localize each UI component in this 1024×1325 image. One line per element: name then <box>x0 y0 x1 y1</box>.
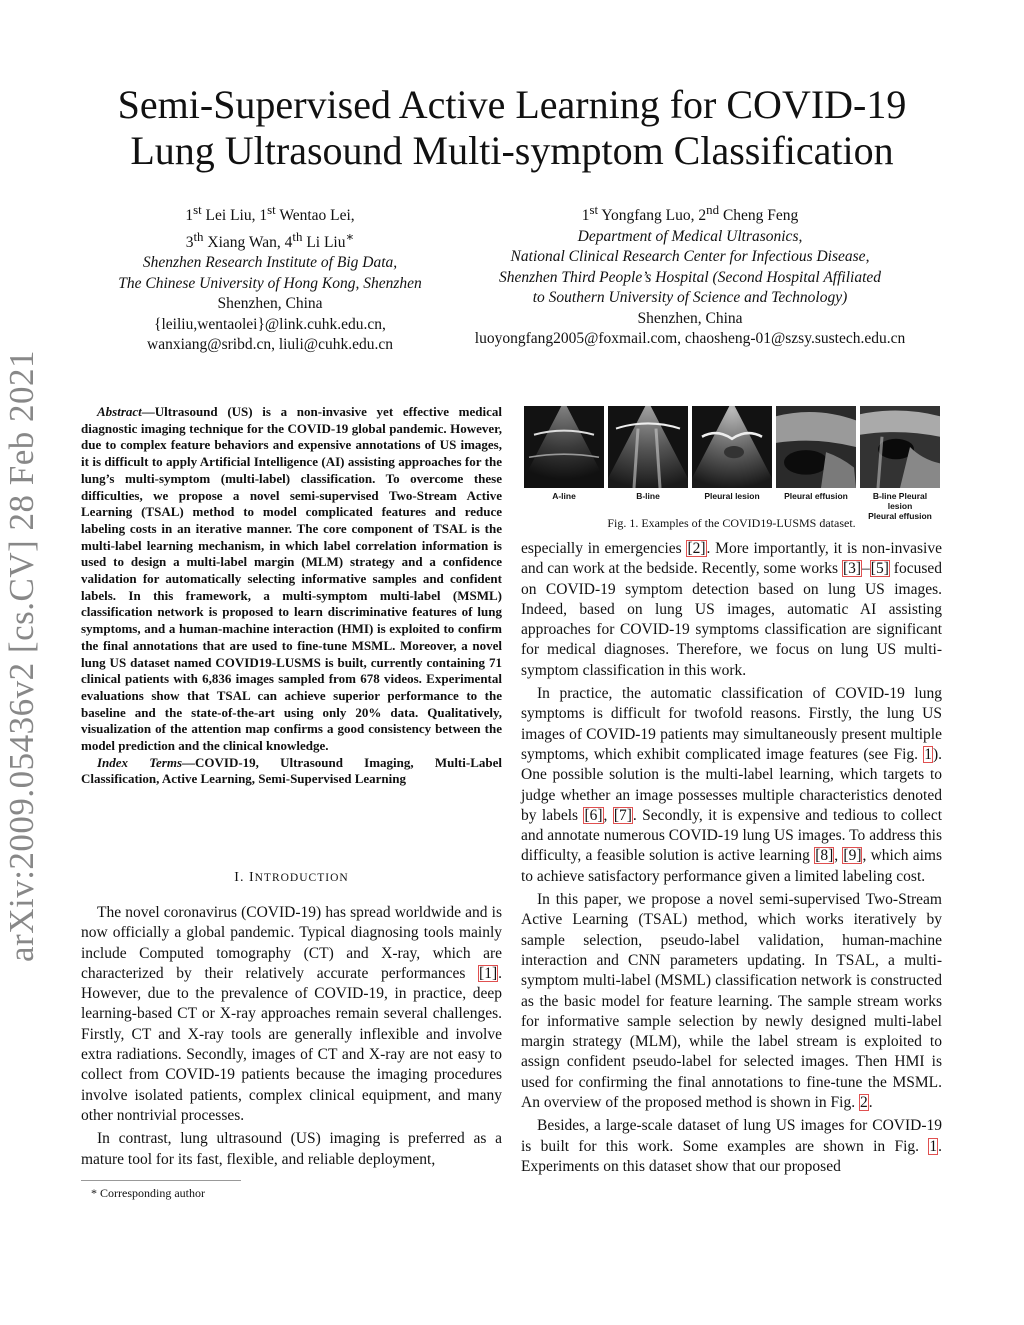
affiliation-line: to Southern University of Science and Technology) <box>532 289 848 307</box>
figure-caption: Fig. 1. Examples of the COVID19-LUSMS dataset. <box>607 516 856 530</box>
figure-label: A-line <box>552 491 576 501</box>
affiliation-line: The Chinese University of Hong Kong, Shenzhen <box>118 274 422 292</box>
footnote: * Corresponding author <box>91 1186 205 1200</box>
citation-link[interactable]: [6] <box>584 806 603 824</box>
intro-left-column <box>81 903 502 1173</box>
citation-link[interactable]: [5] <box>870 560 889 578</box>
citation-link[interactable]: [2] <box>687 540 706 557</box>
figure-image-strip <box>524 406 940 488</box>
abstract-lead: Abstract <box>97 404 142 419</box>
figure-label: Pleural lesion <box>704 491 760 501</box>
figure-link[interactable]: 1 <box>924 745 932 763</box>
index-terms-lead: Index Terms <box>97 754 182 770</box>
intro-right-column <box>521 539 942 1180</box>
paragraph: especially in emergencies [2]. More importantly, it is non-invasive and can work at the bedside. Recently, some works [3]–[5] focused on COVID-19 symptom detection based on lung US images. Indeed, based on lung US images, automatic AI assisting approaches for COVID-19 symptoms classification are significant for medical diagnoses. Therefore, we focus on lung US multi-symptom classification in this work. <box>521 540 943 679</box>
citation-link[interactable]: [8] <box>815 847 834 865</box>
citation-link[interactable]: [1] <box>479 964 498 982</box>
figure-label: Pleural effusion <box>784 491 848 501</box>
index-terms <box>81 755 502 788</box>
affiliation-city: Shenzhen, China <box>217 295 323 313</box>
affiliation-line: National Clinical Research Center for Infectious Disease, <box>510 248 870 266</box>
figure-link[interactable]: 2 <box>859 1094 868 1112</box>
citation-link[interactable]: [7] <box>613 806 632 824</box>
abstract-text: —Ultrasound (US) is a non-invasive yet effective medical diagnostic imaging technique for the COVID-19 global pandemic. However, due to complex feature behaviors and expensive annotations of US images, it is difficult to apply Artificial Intelligence (AI) assisting approaches for the lung’s multi-symptom (multi-label) classification. To overcome these difficulties, we propose a novel semi-supervised Two-Stream Active Learning (TSAL) method to model complicated features and reduce labeling costs in an iterative manner. The core component of TSAL is the multi-label learning mechanism, in which label correlation information is used to design a multi-label margin (MLM) strategy and a confidence validation for automatically selecting informative samples and confident labels. In this framework, a multi-symptom multi-label (MSML) classification network is proposed to learn discriminative features of lung symptoms, and a human-machine interaction (HMI) is exploited to confirm the final annotations that are used to fine-tune MSML. Moreover, a novel lung US dataset named COVID19-LUSMS is built, currently containing 71 clinical patients with 6,836 images sampled from 678 videos. Experimental evaluations show that TSAL can achieve superior performance to the baseline and the state-of-the-art using only 20% data. Qualitatively, visualization of the attention map confirms a good consistency between the model prediction and the clinical knowledge. <box>81 404 502 754</box>
author-email[interactable]: {leiliu,wentaolei}@link.cuhk.edu.cn, <box>154 315 386 333</box>
author-names-1: 1st Lei Liu, 1st Wentao Lei, <box>185 202 355 225</box>
paper-title <box>60 82 964 174</box>
affiliation-line: Shenzhen Research Institute of Big Data, <box>142 254 398 272</box>
author-names-1: 1st Yongfang Luo, 2nd Cheng Feng <box>581 202 799 225</box>
paragraph: Besides, a large-scale dataset of lung US images for COVID-19 is built for this work. Some examples are shown in Fig. 1. Experiments on this dataset show that our proposed <box>521 1117 942 1175</box>
figure-1 <box>524 406 940 521</box>
footnote-divider <box>81 1180 241 1181</box>
arxiv-identifier: arXiv:2009.05436v2 [cs.CV] 28 Feb 2021 <box>2 349 41 962</box>
ultrasound-image-pleural-effusion <box>776 406 856 488</box>
figure-label: B-line Pleural lesion Pleural effusion <box>868 491 932 521</box>
affiliation-line: Shenzhen Third People’s Hospital (Second Hospital Affiliated <box>498 268 882 286</box>
affiliation-city: Shenzhen, China <box>637 309 743 327</box>
paragraph: In practice, the automatic classification of COVID-19 lung symptoms is difficult for twofold reasons. Firstly, the lung US images of COVID-19 patients may simultaneously present multiple symptoms, which exhibit complicated image features (see Fig. 1). One possible solution is the multi-label learning, which targets to judge whether an image possesses multiple characteristics denoted by labels [6], [7]. Secondly, it is expensive and tedious to collect and annotate numerous COVID-19 lung US images. To address this difficulty, a feasible solution is active learning [8], [9], which aims to achieve satisfactory performance given a limited labeling cost. <box>521 685 943 885</box>
section-heading-introduction: I. INTRODUCTION <box>234 870 349 885</box>
citation-link[interactable]: [9] <box>843 847 862 865</box>
ultrasound-image-a-line <box>524 406 604 488</box>
abstract <box>81 404 502 788</box>
abstract-paragraph <box>81 404 502 755</box>
ultrasound-image-pleural-lesion <box>692 406 772 488</box>
affiliation-line: Department of Medical Ultrasonics, <box>577 227 803 245</box>
author-block-right <box>445 200 935 350</box>
figure-label: B-line <box>636 491 660 501</box>
author-block-left <box>85 200 455 356</box>
index-terms-text: —COVID-19, Ultrasound Imaging, Multi-Label Classification, Active Learning, Semi-Supervised Learning <box>81 754 502 787</box>
paragraph: The novel coronavirus (COVID-19) has spread worldwide and is now officially a global pandemic. Typical diagnosing tools mainly include Computed tomography (CT) and X-ray, which are characterized by their relatively accurate performances [1]. However, due to the prevalence of COVID-19, in practice, deep learning-based CT or X-ray approaches remain several challenges. Firstly, CT and X-ray tools are generally inflexible and involve extra radiations. Secondly, images of CT and X-ray are not easy to collect from COVID-19 patients because the imaging procedures involve isolated patients, complex clinical equipment, and many other nontrivial processes. <box>81 904 502 1124</box>
ultrasound-image-combined <box>860 406 940 488</box>
title-line-1: Semi-Supervised Active Learning for COVID-19 <box>117 82 907 127</box>
ultrasound-image-b-line <box>608 406 688 488</box>
citation-link[interactable]: [3] <box>842 560 862 578</box>
author-email[interactable]: luoyongfang2005@foxmail.com, chaosheng-01@szsy.sustech.edu.cn <box>474 330 906 348</box>
paragraph: In this paper, we propose a novel semi-supervised Two-Stream Active Learning (TSAL) method, which works iteratively by sample selection, pseudo-label validation, human-machine interaction and CNN parameters updating. In TSAL, a multi-symptom multi-label (MSML) classification network is constructed as the basic model for feature learning. The sample stream works for informative sample selection by newly designed multi-label margin strategy (MLM), while the label stream is exploited to assign confident pseudo-label for selected images. Then HMI is used for confirming the final annotations to fine-tune the MSML. An overview of the proposed method is shown in Fig. 2. <box>521 891 942 1112</box>
author-email[interactable]: wanxiang@sribd.cn, liuli@cuhk.edu.cn <box>147 336 393 354</box>
figure-link[interactable]: 1 <box>929 1137 938 1155</box>
paragraph: In contrast, lung ultrasound (US) imaging is preferred as a mature tool for its fast, flexible, and reliable deployment, <box>81 1130 502 1168</box>
title-line-2: Lung Ultrasound Multi-symptom Classification <box>130 128 894 173</box>
author-names-2: 3th Xiang Wan, 4th Li Liu∗ <box>185 228 355 251</box>
